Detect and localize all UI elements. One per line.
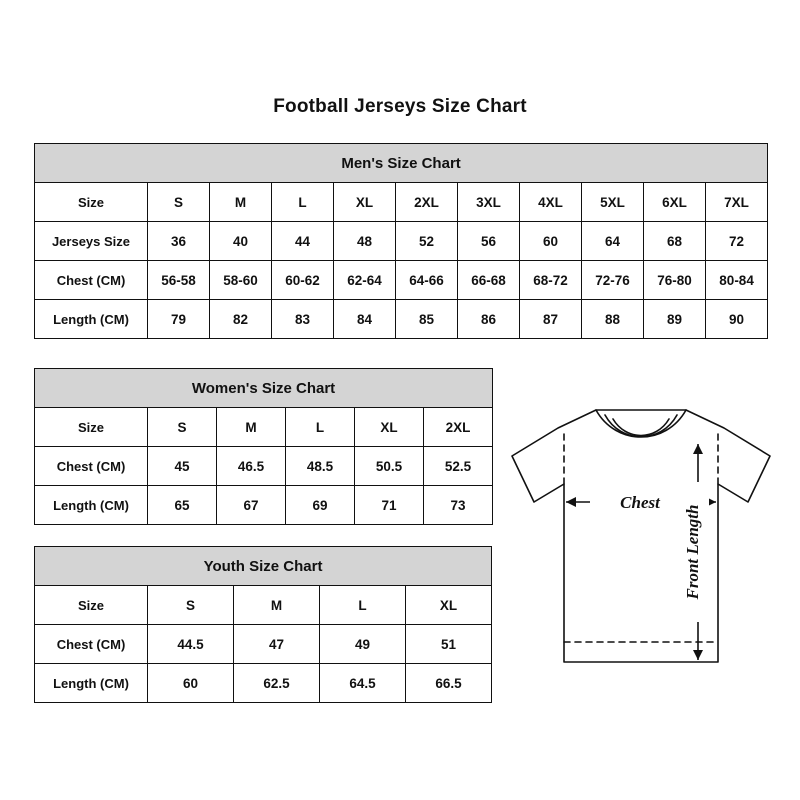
- cell: M: [210, 183, 272, 222]
- row-label: Length (CM): [35, 486, 148, 525]
- youth-size-chart: [34, 546, 492, 703]
- cell: 49: [320, 625, 406, 664]
- cell: 3XL: [458, 183, 520, 222]
- cell: 79: [148, 300, 210, 339]
- cell: 56-58: [148, 261, 210, 300]
- cell: 73: [424, 486, 493, 525]
- table-caption-row: [35, 144, 768, 183]
- cell: 76-80: [644, 261, 706, 300]
- row-label: Size: [35, 183, 148, 222]
- page-title: Football Jerseys Size Chart: [273, 96, 527, 117]
- cell: 72: [706, 222, 768, 261]
- row-label: Chest (CM): [35, 261, 148, 300]
- mens-caption: Men's Size Chart: [35, 144, 768, 183]
- cell: 48: [334, 222, 396, 261]
- cell: 90: [706, 300, 768, 339]
- cell: 44: [272, 222, 334, 261]
- table-row: [35, 586, 492, 625]
- table-row: [35, 222, 768, 261]
- row-label: Size: [35, 408, 148, 447]
- cell: 52: [396, 222, 458, 261]
- table-row: [35, 300, 768, 339]
- cell: L: [286, 408, 355, 447]
- table-row: [35, 183, 768, 222]
- cell: 68: [644, 222, 706, 261]
- cell: 89: [644, 300, 706, 339]
- youth-size-table: [34, 546, 492, 703]
- cell: S: [148, 408, 217, 447]
- cell: 45: [148, 447, 217, 486]
- cell: XL: [355, 408, 424, 447]
- row-label: Size: [35, 586, 148, 625]
- cell: 56: [458, 222, 520, 261]
- cell: 60-62: [272, 261, 334, 300]
- cell: XL: [334, 183, 396, 222]
- cell: 52.5: [424, 447, 493, 486]
- cell: S: [148, 586, 234, 625]
- table-row: [35, 486, 493, 525]
- cell: 64-66: [396, 261, 458, 300]
- row-label: Length (CM): [35, 664, 148, 703]
- cell: 65: [148, 486, 217, 525]
- cell: 60: [520, 222, 582, 261]
- front-length-label: Front Length: [683, 504, 702, 600]
- cell: M: [217, 408, 286, 447]
- row-label: Chest (CM): [35, 625, 148, 664]
- womens-caption: Women's Size Chart: [35, 369, 493, 408]
- cell: 83: [272, 300, 334, 339]
- cell: 64: [582, 222, 644, 261]
- cell: XL: [406, 586, 492, 625]
- cell: L: [320, 586, 406, 625]
- table-row: [35, 625, 492, 664]
- cell: 50.5: [355, 447, 424, 486]
- womens-size-table: [34, 368, 493, 525]
- cell: 62-64: [334, 261, 396, 300]
- cell: 87: [520, 300, 582, 339]
- mens-size-table: [34, 143, 768, 339]
- cell: 47: [234, 625, 320, 664]
- cell: 36: [148, 222, 210, 261]
- cell: 82: [210, 300, 272, 339]
- mens-size-chart: [34, 143, 767, 339]
- cell: M: [234, 586, 320, 625]
- cell: 2XL: [396, 183, 458, 222]
- jersey-measurement-diagram: [498, 398, 784, 698]
- row-label: Length (CM): [35, 300, 148, 339]
- cell: S: [148, 183, 210, 222]
- cell: 6XL: [644, 183, 706, 222]
- cell: 5XL: [582, 183, 644, 222]
- cell: 66-68: [458, 261, 520, 300]
- table-row: [35, 408, 493, 447]
- cell: 46.5: [217, 447, 286, 486]
- womens-size-chart: [34, 368, 492, 525]
- cell: L: [272, 183, 334, 222]
- cell: 60: [148, 664, 234, 703]
- cell: 71: [355, 486, 424, 525]
- table-caption-row: [35, 369, 493, 408]
- cell: 44.5: [148, 625, 234, 664]
- chest-label: Chest: [620, 493, 660, 512]
- cell: 72-76: [582, 261, 644, 300]
- cell: 84: [334, 300, 396, 339]
- cell: 58-60: [210, 261, 272, 300]
- cell: 40: [210, 222, 272, 261]
- cell: 85: [396, 300, 458, 339]
- cell: 7XL: [706, 183, 768, 222]
- cell: 64.5: [320, 664, 406, 703]
- row-label: Jerseys Size: [35, 222, 148, 261]
- cell: 51: [406, 625, 492, 664]
- cell: 68-72: [520, 261, 582, 300]
- cell: 66.5: [406, 664, 492, 703]
- cell: 2XL: [424, 408, 493, 447]
- tshirt-icon: [498, 398, 784, 698]
- cell: 48.5: [286, 447, 355, 486]
- cell: 86: [458, 300, 520, 339]
- cell: 62.5: [234, 664, 320, 703]
- table-caption-row: [35, 547, 492, 586]
- row-label: Chest (CM): [35, 447, 148, 486]
- table-row: [35, 261, 768, 300]
- cell: 67: [217, 486, 286, 525]
- table-row: [35, 447, 493, 486]
- cell: 69: [286, 486, 355, 525]
- cell: 4XL: [520, 183, 582, 222]
- table-row: [35, 664, 492, 703]
- youth-caption: Youth Size Chart: [35, 547, 492, 586]
- cell: 88: [582, 300, 644, 339]
- cell: 80-84: [706, 261, 768, 300]
